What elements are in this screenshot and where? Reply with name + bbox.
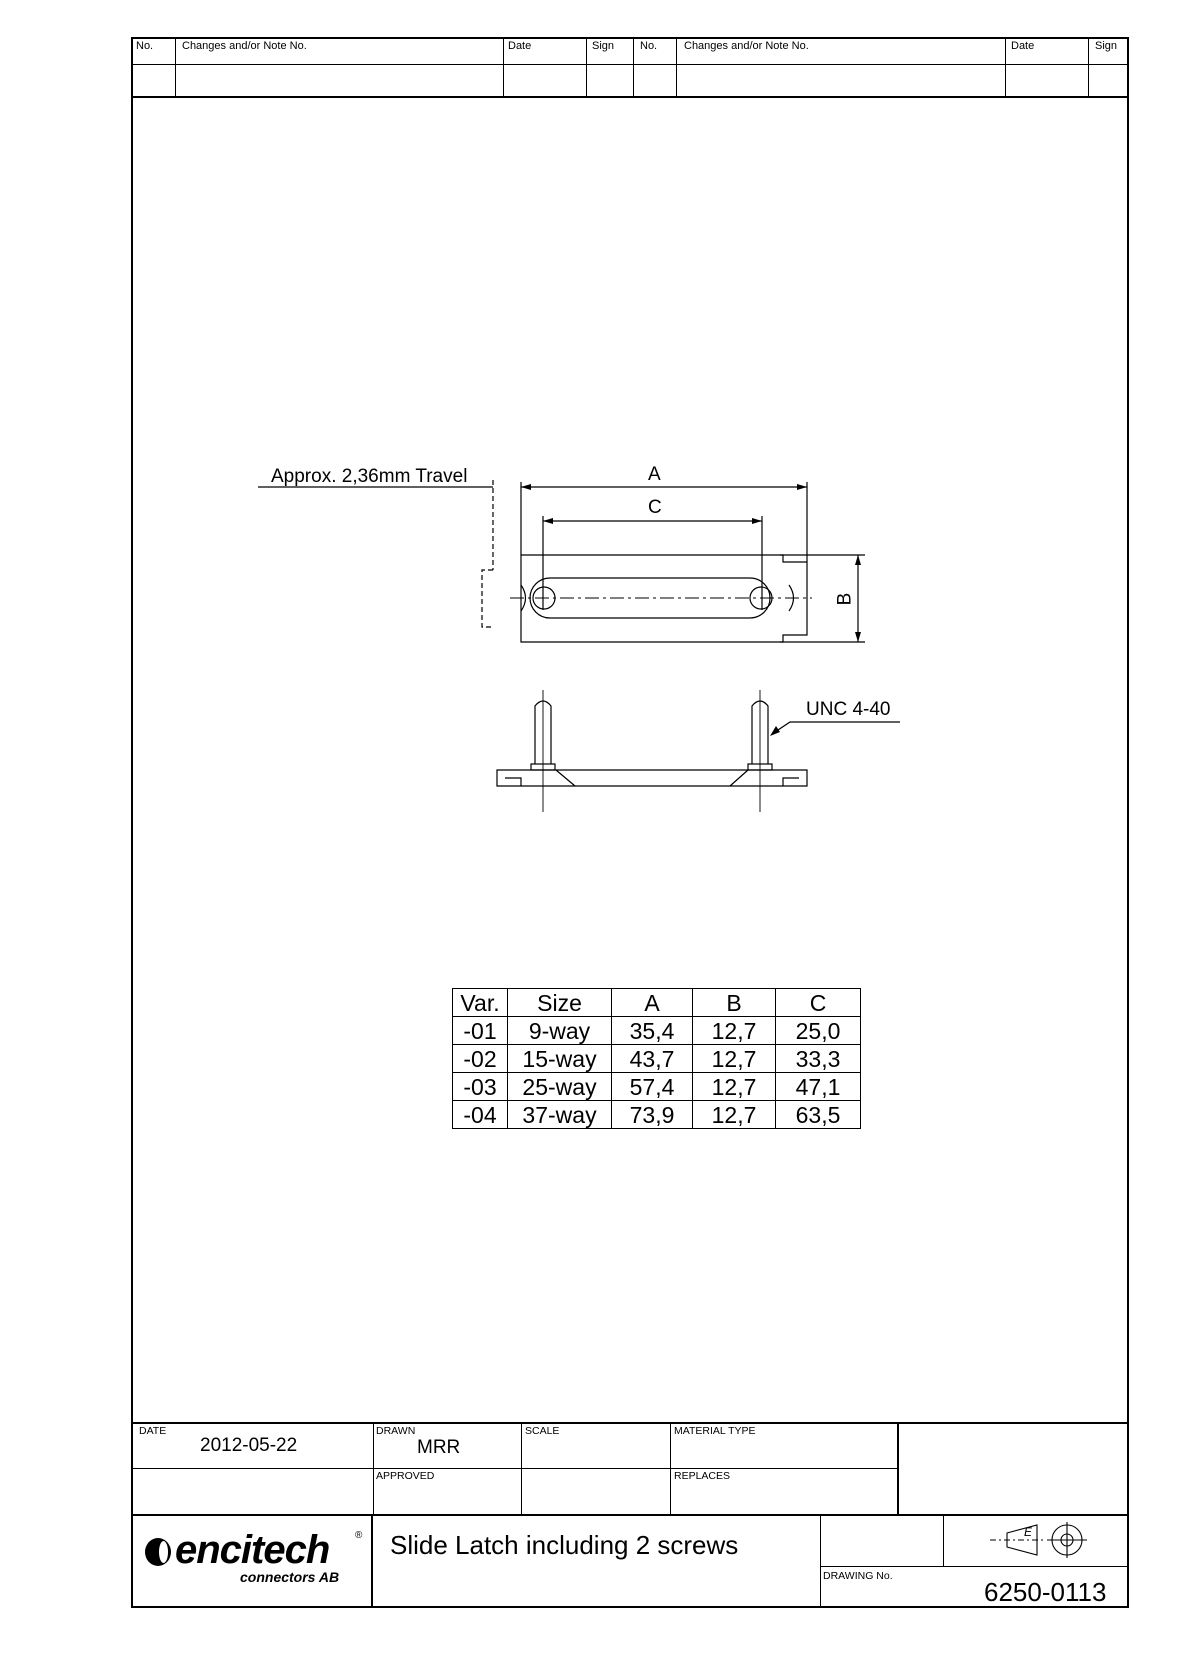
header-a: A — [612, 989, 693, 1017]
rev-changes-label: Changes and/or Note No. — [182, 40, 307, 52]
logo-subtitle: connectors AB — [240, 1569, 340, 1585]
cell-b: 12,7 — [693, 1017, 776, 1045]
drawing-number: 6250-0113 — [984, 1577, 1107, 1607]
latch-plate-side — [497, 770, 807, 786]
logo-mark-icon — [145, 1538, 171, 1566]
cell-b: 12,7 — [693, 1045, 776, 1073]
rev-changes-label-2: Changes and/or Note No. — [684, 40, 809, 52]
replaces-label: REPLACES — [674, 1470, 731, 1482]
rev-date-label: Date — [508, 40, 532, 52]
header-b: B — [693, 989, 776, 1017]
logo-wordmark: encitech — [175, 1528, 330, 1572]
drawn-value: MRR — [417, 1437, 461, 1458]
header-size: Size — [508, 989, 612, 1017]
cell-a: 57,4 — [612, 1073, 693, 1101]
header-var: Var. — [453, 989, 508, 1017]
travel-ghost-outline — [482, 570, 493, 627]
thread-label: UNC 4-40 — [806, 699, 891, 720]
cell-a: 73,9 — [612, 1101, 693, 1129]
projection-symbol-icon — [985, 1521, 1095, 1561]
rev-sign-label: Sign — [592, 40, 615, 52]
drawn-label: DRAWN — [376, 1425, 416, 1437]
material-type-label: MATERIAL TYPE — [674, 1425, 756, 1437]
cell-size: 15-way — [508, 1045, 612, 1073]
latch-body-outline — [521, 555, 807, 642]
date-label: DATE — [139, 1425, 167, 1437]
cell-c: 33,3 — [776, 1045, 861, 1073]
cell-var: -01 — [453, 1017, 508, 1045]
cell-a: 43,7 — [612, 1045, 693, 1073]
cell-b: 12,7 — [693, 1073, 776, 1101]
drawing-title: Slide Latch including 2 screws — [390, 1530, 739, 1560]
dimension-c-label: C — [648, 497, 662, 518]
scale-label: SCALE — [525, 1425, 560, 1437]
thread-leader-line — [772, 722, 900, 734]
approved-label: APPROVED — [376, 1470, 435, 1482]
cell-size: 37-way — [508, 1101, 612, 1129]
variant-table — [452, 988, 861, 1129]
rev-no-label-2: No. — [640, 40, 658, 52]
drawing-number-label: DRAWING No. — [823, 1570, 893, 1582]
table-row — [453, 1017, 861, 1045]
rev-date-label-2: Date — [1011, 40, 1035, 52]
cell-size: 9-way — [508, 1017, 612, 1045]
cell-b: 12,7 — [693, 1101, 776, 1129]
header-c: C — [776, 989, 861, 1017]
projection-letter: E — [1024, 1525, 1033, 1539]
travel-label: Approx. 2,36mm Travel — [271, 466, 468, 487]
dimension-b-label: B — [834, 592, 856, 606]
variant-table-header-row — [453, 989, 861, 1017]
table-row — [453, 1101, 861, 1129]
cell-var: -02 — [453, 1045, 508, 1073]
dimension-a-label: A — [648, 464, 661, 485]
cell-c: 63,5 — [776, 1101, 861, 1129]
cell-a: 35,4 — [612, 1017, 693, 1045]
rev-no-label: No. — [136, 40, 154, 52]
cell-var: -04 — [453, 1101, 508, 1129]
cell-c: 25,0 — [776, 1017, 861, 1045]
date-value: 2012-05-22 — [200, 1435, 298, 1456]
cell-size: 25-way — [508, 1073, 612, 1101]
rev-sign-label-2: Sign — [1095, 40, 1118, 52]
logo-registered-mark: ® — [355, 1530, 363, 1541]
table-row — [453, 1045, 861, 1073]
cell-var: -03 — [453, 1073, 508, 1101]
cell-c: 47,1 — [776, 1073, 861, 1101]
table-row — [453, 1073, 861, 1101]
